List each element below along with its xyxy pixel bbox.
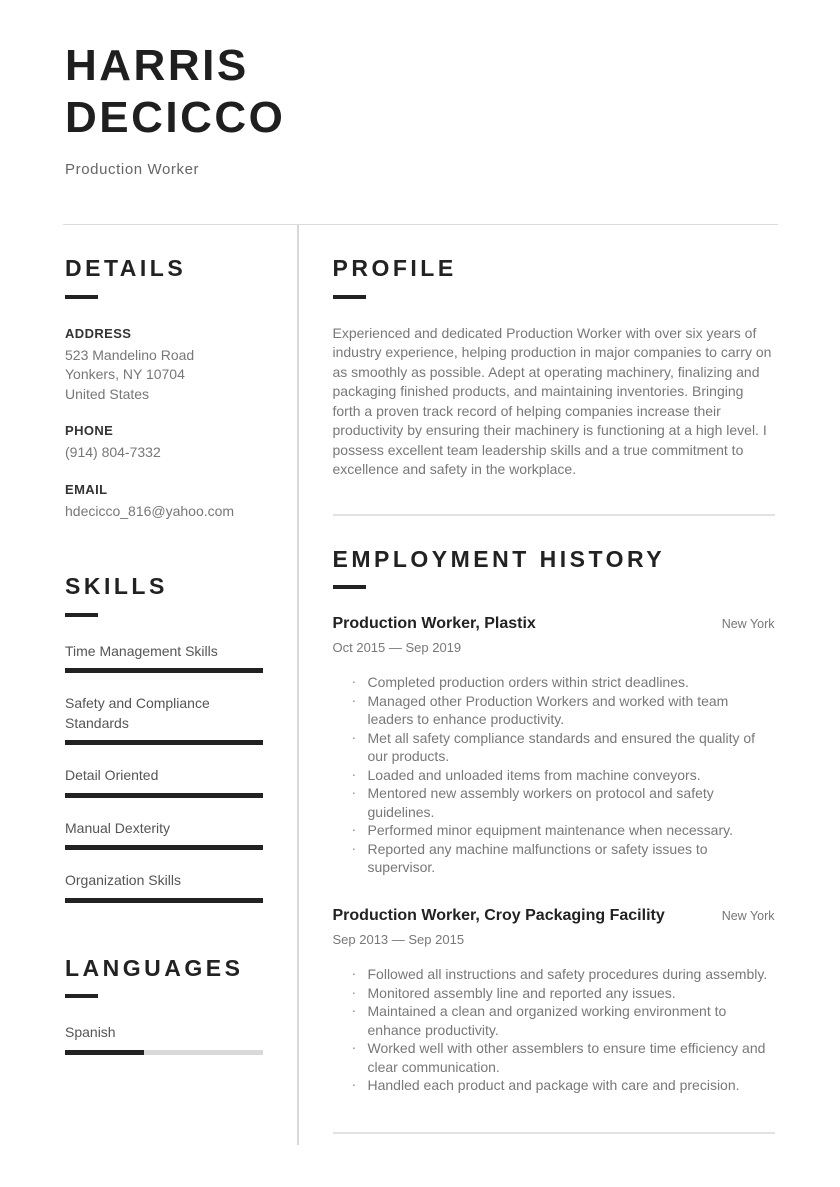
rated-item-label: Organization Skills [65,872,181,889]
rated-item [65,819,263,851]
rated-item [65,871,263,903]
languages-heading: LANGUAGES [65,954,244,981]
bullet-text: Completed production orders within strict deadlines. [367,674,689,691]
rated-item-label: Safety and Compliance Standards [65,695,210,731]
bullet-dot-icon: · [351,691,357,708]
address-lines [65,346,263,405]
email-value: hdecicco_816@yahoo.com [65,502,235,519]
address-line: 523 Mandelino Road [65,346,195,363]
job-location: New York [721,617,775,632]
bullet-item [333,729,775,766]
right-column [333,225,775,1145]
bullet-dot-icon: · [351,673,357,690]
job-title-row [333,614,775,633]
profile-heading: PROFILE [332,255,457,281]
job-location: New York [721,908,775,923]
bullet-item [333,673,775,692]
employment-heading: EMPLOYMENT HISTORY [332,545,666,572]
rating-bar-fill [65,668,263,673]
bullet-item [333,784,775,821]
skills-section [65,573,263,903]
body-columns [0,225,840,1145]
bullet-text: Worked well with other assemblers to ensure time efficiency and clear communication. [367,1040,766,1075]
job-bullets [333,965,775,1095]
person-job-title: Production Worker [65,160,200,178]
rating-bar [65,793,263,798]
rating-bar [65,740,263,745]
bullet-text: Met all safety compliance standards and ensured the quality of our products. [367,729,756,765]
details-heading: DETAILS [65,255,187,281]
job-title-row [333,906,775,925]
rated-item-label: Time Management Skills [65,642,218,659]
profile-employment-divider [333,514,775,516]
bottom-divider [333,1132,775,1134]
job-bullets [333,673,775,877]
bullet-item [333,766,775,785]
bullet-text: Managed other Production Workers and worked with team leaders to enhance productivity. [367,692,729,728]
job-dates: Oct 2015 — Sep 2019 [332,640,462,656]
bullet-dot-icon: · [351,765,357,782]
job-dates: Sep 2013 — Sep 2015 [332,932,465,948]
bullet-item [333,1039,775,1076]
jobs-list [333,614,775,1094]
rated-item-label: Detail Oriented [65,767,159,784]
header [0,0,840,178]
bullet-text: Reported any machine malfunctions or safety issues to supervisor. [367,840,708,876]
heading-underline [333,585,366,589]
bullet-dot-icon: · [351,839,357,856]
job-title: Production Worker, Plastix [332,615,536,633]
rated-item-label: Manual Dexterity [65,819,171,836]
profile-section [333,255,775,480]
rated-item [65,766,263,798]
rating-bar [65,668,263,673]
phone-value: (914) 804-7332 [65,444,161,461]
bullet-text: Mentored new assembly workers on protocol and safety guidelines. [367,785,714,820]
rating-bar [65,898,263,903]
heading-underline [65,613,98,617]
bullet-item [333,840,775,877]
bullet-dot-icon: · [351,1002,357,1019]
address-line: Yonkers, NY 10704 [65,366,185,383]
bullet-item [333,965,775,984]
bullet-dot-icon: · [351,784,357,801]
rating-bar [65,1050,263,1055]
bullet-item [333,692,775,729]
rating-bar-fill [65,1050,144,1055]
bullet-dot-icon: · [351,1076,357,1093]
rated-item [65,642,263,674]
bullet-text: Monitored assembly line and reported any issues. [367,984,676,1001]
job-entry [333,614,775,877]
bullet-item [333,1002,775,1039]
languages-list [65,1023,263,1055]
bullet-item [333,984,775,1003]
bullet-dot-icon: · [351,728,357,745]
bullet-text: Performed minor equipment maintenance when necessary. [367,822,733,839]
employment-section [333,546,775,1095]
address-label: ADDRESS [65,325,132,341]
rated-item-label: Spanish [65,1024,116,1041]
job-entry [333,906,775,1095]
heading-underline [65,295,98,299]
rating-bar-fill [65,740,263,745]
rating-bar [65,845,263,850]
skills-list [65,642,263,903]
person-name: HARRIS DECICCO [65,41,286,142]
rating-bar-fill [65,898,263,903]
bullet-text: Handled each product and package with care and precision. [367,1077,740,1094]
bullet-text: Followed all instructions and safety procedures during assembly. [367,966,768,983]
rating-bar-fill [65,793,263,798]
bullet-text: Maintained a clean and organized working environment to enhance productivity. [367,1003,727,1038]
heading-underline [65,994,98,998]
bullet-item [333,1076,775,1095]
phone-label: PHONE [65,423,114,439]
bullet-text: Loaded and unloaded items from machine conveyors. [367,766,701,783]
rating-bar-fill [65,845,263,850]
skills-heading: SKILLS [65,573,168,600]
heading-underline [333,295,366,299]
details-section [65,255,263,521]
bullet-item [333,821,775,840]
rated-item [65,694,263,745]
column-divider [297,225,299,1145]
bullet-dot-icon: · [351,965,357,982]
left-column [65,225,263,1145]
job-title: Production Worker, Croy Packaging Facility [332,906,665,924]
bullet-dot-icon: · [351,983,357,1000]
profile-text: Experienced and dedicated Production Worker with over six years of industry experience, helping production in major companies to carry on as smoothly as possible. Adept at operating machinery, finalizing and packaging finished products, and maintaining inventories. Bringing forth a proven track record of helping companies increase their productivity by ensuring their machinery is functioning at a high level. I possess excellent team leadership skills and a true commitment to excellence and safety in the workplace. [332,324,772,478]
bullet-dot-icon: · [351,1039,357,1056]
rated-item [65,1023,263,1055]
languages-section [65,955,263,1055]
address-line: United States [65,385,150,402]
bullet-dot-icon: · [351,821,357,838]
email-label: EMAIL [65,481,108,497]
